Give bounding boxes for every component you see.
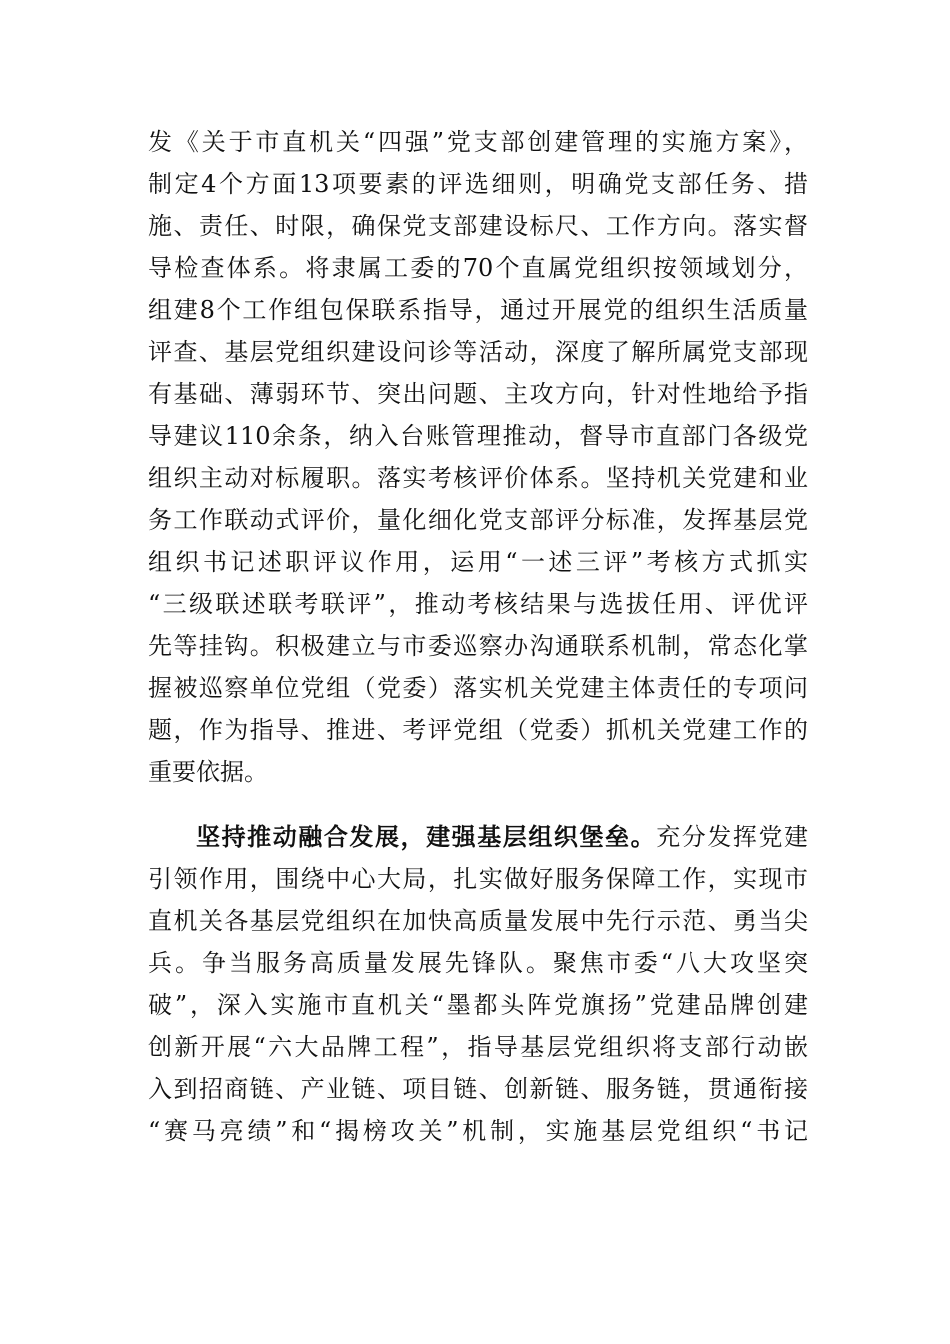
paragraph-heading-rest: 充分发挥党建: [656, 823, 809, 851]
paragraph-line: 务工作联动式评价，量化细化党支部评分标准，发挥基层党: [148, 506, 808, 534]
paragraph-line: 导检查体系。将隶属工委的70个直属党组织按领域划分，: [148, 254, 808, 282]
paragraph-line: 入到招商链、产业链、项目链、创新链、服务链，贯通衔接: [148, 1075, 808, 1103]
paragraph-line: 创新开展“六大品牌工程”，指导基层党组织将支部行动嵌: [148, 1033, 808, 1061]
paragraph-line: 题，作为指导、推进、考评党组（党委）抓机关党建工作的: [148, 716, 808, 744]
paragraph-line: 组织主动对标履职。落实考核评价体系。坚持机关党建和业: [148, 464, 808, 492]
paragraph-first-line: [196, 819, 808, 855]
paragraph-line: 直机关各基层党组织在加快高质量发展中先行示范、勇当尖: [148, 907, 808, 935]
paragraph-line: 评查、基层党组织建设问诊等活动，深度了解所属党支部现: [148, 338, 808, 366]
paragraph-line: 兵。争当服务高质量发展先锋队。聚焦市委“八大攻坚突: [148, 949, 808, 977]
paragraph-line: 组织书记述职评议作用，运用“一述三评”考核方式抓实: [148, 548, 808, 576]
paragraph-line: 施、责任、时限，确保党支部建设标尺、工作方向。落实督: [148, 212, 808, 240]
paragraph-line: 破”，深入实施市直机关“墨都头阵党旗扬”党建品牌创建: [148, 991, 808, 1019]
paragraph-line: “赛马亮绩”和“揭榜攻关”机制，实施基层党组织“书记: [148, 1117, 808, 1145]
paragraph-line: 发《关于市直机关“四强”党支部创建管理的实施方案》，: [148, 128, 808, 156]
paragraph-line: “三级联述联考联评”，推动考核结果与选拔任用、评优评: [148, 590, 808, 618]
paragraph-line: 制定4个方面13项要素的评选细则，明确党支部任务、措: [148, 170, 808, 198]
paragraph-heading: 坚持推动融合发展，建强基层组织堡垒。: [196, 823, 657, 851]
paragraph-line: 有基础、薄弱环节、突出问题、主攻方向，针对性地给予指: [148, 380, 808, 408]
paragraph-line: 先等挂钩。积极建立与市委巡察办沟通联系机制，常态化掌: [148, 632, 808, 660]
paragraph-line: 重要依据。: [148, 758, 268, 786]
paragraph-line: 握被巡察单位党组（党委）落实机关党建主体责任的专项问: [148, 674, 808, 702]
paragraph-line: 引领作用，围绕中心大局，扎实做好服务保障工作，实现市: [148, 865, 808, 893]
paragraph-line: 导建议110余条，纳入台账管理推动，督导市直部门各级党: [148, 422, 808, 450]
paragraph-line: 组建8个工作组包保联系指导，通过开展党的组织生活质量: [148, 296, 808, 324]
